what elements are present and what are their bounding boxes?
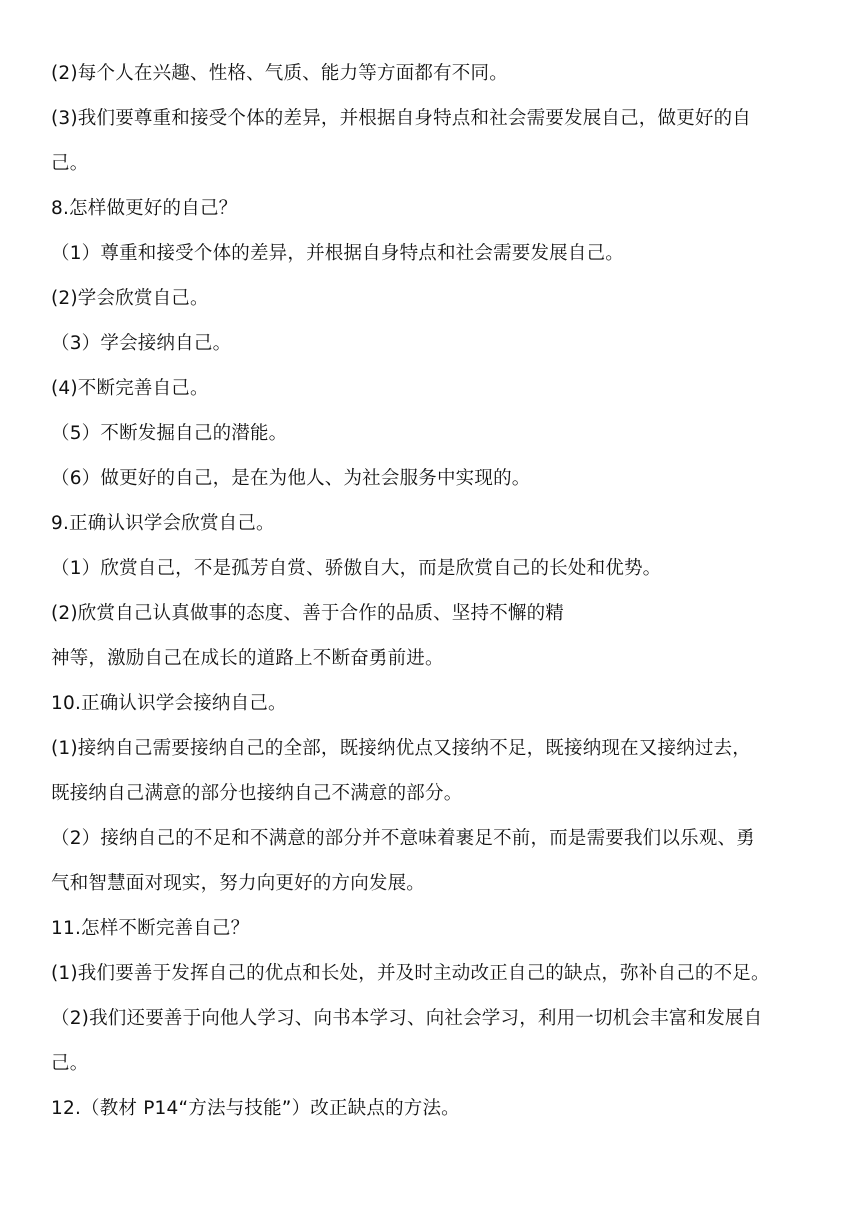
text-line: （1）欣赏自己，不是孤芳自赏、骄傲自大，而是欣赏自己的长处和优势。 bbox=[51, 558, 662, 579]
text-line: 神等，激励自己在成长的道路上不断奋勇前进。 bbox=[51, 648, 444, 669]
text-line: (2)欣赏自己认真做事的态度、善于合作的品质、坚持不懈的精 bbox=[51, 603, 565, 624]
text-line: (3)我们要尊重和接受个体的差异，并根据自身特点和社会需要发展自己，做更好的自 bbox=[51, 108, 752, 129]
text-line: (4)不断完善自己。 bbox=[51, 378, 209, 399]
text-line: (2)学会欣赏自己。 bbox=[51, 288, 209, 309]
text-line: 己。 bbox=[51, 1053, 89, 1074]
text-line: 既接纳自己满意的部分也接纳自己不满意的部分。 bbox=[51, 783, 463, 804]
text-line: （1）尊重和接受个体的差异，并根据自身特点和社会需要发展自己。 bbox=[51, 243, 624, 264]
section-heading: 11.怎样不断完善自己？ bbox=[51, 918, 250, 939]
text-line: （6）做更好的自己，是在为他人、为社会服务中实现的。 bbox=[51, 468, 531, 489]
text-line: (1)接纳自己需要接纳自己的全部，既接纳优点又接纳不足，既接纳现在又接纳过去， bbox=[51, 738, 752, 759]
text-line: （2）接纳自己的不足和不满意的部分并不意味着裹足不前，而是需要我们以乐观、勇 bbox=[51, 828, 755, 849]
section-heading: 9.正确认识学会欣赏自己。 bbox=[51, 513, 275, 534]
text-line: (2)每个人在兴趣、性格、气质、能力等方面都有不同。 bbox=[51, 63, 508, 84]
text-line: （2)我们还要善于向他人学习、向书本学习、向社会学习，利用一切机会丰富和发展自 bbox=[51, 1008, 763, 1029]
text-line: （3）学会接纳自己。 bbox=[51, 333, 232, 354]
text-line: （5）不断发掘自己的潜能。 bbox=[51, 423, 288, 444]
text-line: (1)我们要善于发挥自己的优点和长处，并及时主动改正自己的缺点，弥补自己的不足。 bbox=[51, 963, 770, 984]
section-heading: 8.怎样做更好的自己？ bbox=[51, 198, 238, 219]
text-line: 气和智慧面对现实，努力向更好的方向发展。 bbox=[51, 873, 426, 894]
text-line: 己。 bbox=[51, 153, 89, 174]
section-heading: 10.正确认识学会接纳自己。 bbox=[51, 693, 287, 714]
section-heading: 12.（教材 P14“方法与技能”）改正缺点的方法。 bbox=[51, 1098, 460, 1119]
